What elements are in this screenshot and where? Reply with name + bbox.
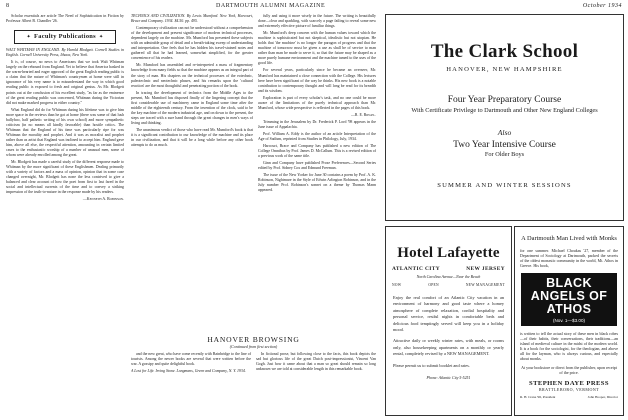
review-paragraph: Mr. Mumford's deep concern with the human values toward which the machine is sophisticated but not skeptical, idealistic but not utopian. He holds that 'the machine' is no longer the paragon of progress and that the machine of tomorrow must be given a use as shall be of service to man rather than man be made to serve it, so that the future may be shaped as a more purely humane environment and the machine tamed to the uses of the good life. bbox=[258, 31, 376, 66]
ad-publisher-staff bbox=[515, 395, 623, 399]
ad-phone: Phone: Atlantic City 5-5251 bbox=[426, 375, 471, 380]
review-paragraph: Mr. Mumford has assembled and re-interpreted a mass of fragmentary knowledge from many fields so that the machine appears as an integral part of the story of man. His chapters on the technical processes of the eotechnic, paleotechnic and neotechnic phases, and his remarks upon the 'cultural reaction' are the most thoughtful and penetrating portion of the book. bbox=[131, 63, 253, 88]
ad-certificate-line: With Certificate Privilege to Dartmouth and Other New England Colleges bbox=[411, 107, 598, 114]
section-heading-text: Faculty Publications bbox=[34, 33, 96, 41]
ad-book-price: (Nov. 1—$3.00) bbox=[552, 317, 586, 323]
browsing-column bbox=[131, 352, 251, 376]
faculty-publications-heading bbox=[14, 30, 116, 44]
hanover-browsing-section bbox=[131, 333, 376, 417]
running-header bbox=[6, 3, 622, 13]
ad-sessions: SUMMER AND WINTER SESSIONS bbox=[437, 182, 572, 189]
browsing-heading: HANOVER BROWSING bbox=[207, 335, 300, 344]
intro-paragraph: Scholar essentials are article The Need of Sophistication in Fiction by Professor Albert B. Chandler '26. bbox=[6, 14, 124, 24]
review-paragraph: What England did do for Whitman during his lifetime was to give him more space in the reviews than he got at home (there was some of that lush ballyhoo, half pathetic writing of his own school) and more sympathetic criticism (in no means all kindly favorable) than hostile critics. The Whitman that the England of his time was particularly ripe for was Whitman the morality and prophet. And it was as moralist and prophet rather than as artist that England was inclined to accept him. England gave him, above all else, the respectful attention, amounting in certain limited cases to the enthusiastic worship of a number of unusual men, some of whom were already enrolled among the great. bbox=[6, 107, 124, 158]
browsing-column bbox=[256, 352, 376, 376]
ad-order-note: At your bookstore or direct from the publisher, upon receipt of the price. bbox=[521, 364, 617, 375]
ad-management: NEW MANAGEMENT bbox=[465, 283, 505, 287]
reviewer-signature: —Kenneth A. Robinson. bbox=[82, 197, 124, 202]
reviewer-signature: —R. E. Riegel. bbox=[351, 112, 376, 117]
ornament-icon: ✦ bbox=[26, 35, 32, 41]
column-technics-review bbox=[131, 14, 253, 334]
magazine-title: DARTMOUTH ALUMNI MAGAZINE bbox=[216, 3, 326, 9]
note-paragraph: The issue of the New Yorker for June 30 contains a poem by Prof. A. K. Robinson, Nightmare in the Style of Edwin Arlington Robinson, and in the July number Prof. Robinson's sonnet on a theme by Thomas Mann appeared. bbox=[258, 173, 376, 193]
ad-headline: A Dartmouth Man Lived with Monks bbox=[521, 235, 617, 242]
book-citation: TECHNICS AND CIVILIZATION. By Lewis Mumford. New York, Harcourt, Brace and Company. 1934. $4.50. pp. 495. bbox=[131, 14, 253, 24]
ornament-icon: ✦ bbox=[98, 35, 104, 41]
ad-publisher-location: BRATTLEBORO, VERMONT bbox=[538, 386, 600, 392]
ad-location: HANOVER, NEW HAMPSHIRE bbox=[446, 66, 563, 73]
review-paragraph: The unanimous verdict of those who have read Mr. Mumford's book is that it is a significant contribution to our knowledge of the machine and its place in our civilization, and that it will be a long while before any other book attempts to do as much. bbox=[131, 127, 253, 148]
book-title-banner bbox=[521, 273, 617, 326]
ad-city: ATLANTIC CITY bbox=[392, 266, 441, 272]
review-paragraph: Contemporary civilization can not be understood without a comprehension of the development and present significance of modern technical processes, dependent largely on the machine. Mr. Mumford has presented these subjects with an admirable grasp of detail and a breath-taking sweep of understanding and interpretation. One feels that he has hidden his travel-stained notes and gathered all that he had learned, somewhat simplified, for the greater convenience of his readers. bbox=[131, 26, 253, 61]
review-paragraph: It is, of course, no news to Americans that we took Walt Whitman largely on the rebound from England. Yet to believe that America basked in the warm-hearted and eager approval of the great English reading public is a claim that the nature of Whitman's countrymen at home were still in ignorance of his very name is to misunderstand the way in which good reading public is exposed to fresh and original genius. As Mr. Blodgett points out at the conclusion of his excellent study, "as far as the eminence of the great reading public was concerned, Whitman during the Victorian did not make marked progress in either country." bbox=[6, 60, 124, 105]
ad-body: is written to tell the actual story of these men in black robes—of their habits, their conversations, their traditions—an island of medieval culture in the midst of the modern world. It is a book for the sociologist, for the theologian, and above all for the layman, who is always curious, and especially about monks. bbox=[520, 330, 618, 361]
ad-open-now: NOW bbox=[392, 283, 402, 287]
ad-booklet-line: Please permit us to submit booklet and rates. bbox=[393, 362, 470, 368]
note-paragraph: Ginn and Company have published Prose Preferences—Second Series edited by Prof. Sidney Cox and Edmund Freeman. bbox=[258, 161, 376, 171]
ad-also: Also bbox=[497, 128, 512, 137]
browsing-subheading: (Continued from first section) bbox=[229, 344, 278, 349]
ad-paragraph: Attractive daily or weekly winter rates, with meals, or rooms only, also housekeeping apartments on a monthly or yearly rental, completely revised by a NEW MANAGEMENT. bbox=[393, 338, 504, 357]
ad-open-row bbox=[386, 283, 511, 287]
ad-body bbox=[386, 295, 511, 358]
issue-date: October 1934 bbox=[582, 3, 622, 9]
ad-state: NEW JERSEY bbox=[466, 266, 505, 272]
ad-avenue: North Carolina Avenue—Near the Beach bbox=[416, 275, 481, 279]
clark-school-ad bbox=[385, 14, 624, 221]
ad-school-name: The Clark School bbox=[430, 41, 579, 62]
column-notes bbox=[258, 14, 376, 334]
ad-person: R. H. Crane '96, President bbox=[520, 394, 556, 399]
ad-paragraph: Enjoy the real comfort of an Atlantic City vacation in an environment of harmony and good taste where a homey atmosphere of complete relaxation, cordial hospitality and personal service, restful nights in comfortable beds and delicious food temptingly served will keep you in a holiday mood. bbox=[393, 295, 504, 333]
note-paragraph: Harcourt, Brace and Company has published a new edition of The College Omnibus by Prof. James D. McCallum. This is a revised edition of a previous work of the same title. bbox=[258, 144, 376, 159]
page-number: 8 bbox=[6, 3, 10, 9]
ad-person: John Hooper, Director bbox=[587, 394, 618, 399]
note-paragraph: Prof. William A. Eddy is the author of an article Interpretation of the Age of Sadism, reprinted from Studies in Philology, July, 1934. bbox=[258, 131, 376, 142]
book-citation: WALT WHITMAN IN ENGLAND. By Harold Blodgett. Cornell Studies in English. Cornell University Press, Ithaca, New York. bbox=[6, 48, 124, 58]
browsing-paragraph: In fictional prose, but following close to the facts, this book depicts the sad but glorious life of the great Dutch post-impressionist, Vincent Van Gogh. Just how it came about that a man so great should remain so long unknown we are told at considerable length in this remarkable book. bbox=[256, 352, 376, 372]
review-paragraph: Exploration is part of every scholar's task, and no one could be more aware of the limitations of the purely technical approach than Mr. Mumford, whose wide perspective is reflected in the pages of this book. bbox=[258, 95, 376, 110]
ad-body: for one summer. Michael Choukas '27, member of the Department of Sociology at Dartmouth, packed the secrets of the oldest monastic community in the world, Mt. Athos in Greece. His book, bbox=[520, 247, 618, 268]
ad-open-label: OPEN bbox=[428, 283, 439, 287]
stephen-daye-press-ad bbox=[514, 226, 624, 416]
review-paragraph: In tracing the development of technics from the Middle Ages to the present, Mr. Mumford has disposed finally of the lingering concept that the first considerable use of machinery came in England some time after the middle of the eighteenth century. From the invention of the clock, said to be the key machine of the modern industrial age, and on down to the present, the steps are traced with a sure hand through the great changes in men's ways of living and thinking. bbox=[131, 90, 253, 125]
browsing-columns bbox=[131, 352, 376, 376]
browsing-paragraph: and the new great, who have come recently with Bainbridge to the line of tourists. Among the newer books are several that were written before the war. A gossipy and quite delightful book. bbox=[131, 352, 251, 367]
hotel-lafayette-ad bbox=[385, 226, 512, 416]
ad-audience: For Older Boys bbox=[484, 151, 525, 158]
note-paragraph: Trimming in the Jerusalem by Dr. Frederick P. Lord '98 appears in the June issue of Appalachia. bbox=[258, 119, 376, 129]
ad-city-row bbox=[386, 266, 511, 272]
column-faculty-publications bbox=[6, 14, 124, 416]
review-paragraph: fully and using it more wisely in the future. The writing is beautifully done—clear and sparkling, with scarcely a page failing to reveal some new and extremely effective picture of familiar things. bbox=[258, 14, 376, 29]
ad-course-primary: Four Year Preparatory Course bbox=[447, 95, 562, 105]
review-paragraph: For several years, particularly since he became an overseer, Mr. Mumford has maintained a close connection with the College. His lectures here have been significant of the way he thinks. His new book is a notable contribution to contemporary thought and will long be read for its breadth and its wisdom. bbox=[258, 68, 376, 93]
ad-course-secondary: Two Year Intensive Course bbox=[453, 140, 556, 150]
ad-book-title: BLACK ANGELS OF ATHOS bbox=[530, 275, 608, 316]
browsing-paragraph: A Lost for Life. Irving Stone. Longmans, Green and Company, N. Y. 1934. bbox=[131, 369, 246, 374]
ad-hotel-name: Hotel Lafayette bbox=[397, 245, 500, 261]
ad-publisher-name: STEPHEN DAYE PRESS bbox=[529, 379, 609, 387]
review-paragraph: Mr. Blodgett has made a careful study of the different response made to Whitman by the more significant of these Englishmen. Dealing primarily with a variety of factors and a mass of opinion, opinion that in some case changed overnight, Mr. Blodgett has none the less contrived to give a balanced and clear account of how the poet from first to last fared in the social and intellectual currents of the time and to convey a striking impression of the truth-to-nature in the response made by his readers. bbox=[6, 160, 124, 195]
